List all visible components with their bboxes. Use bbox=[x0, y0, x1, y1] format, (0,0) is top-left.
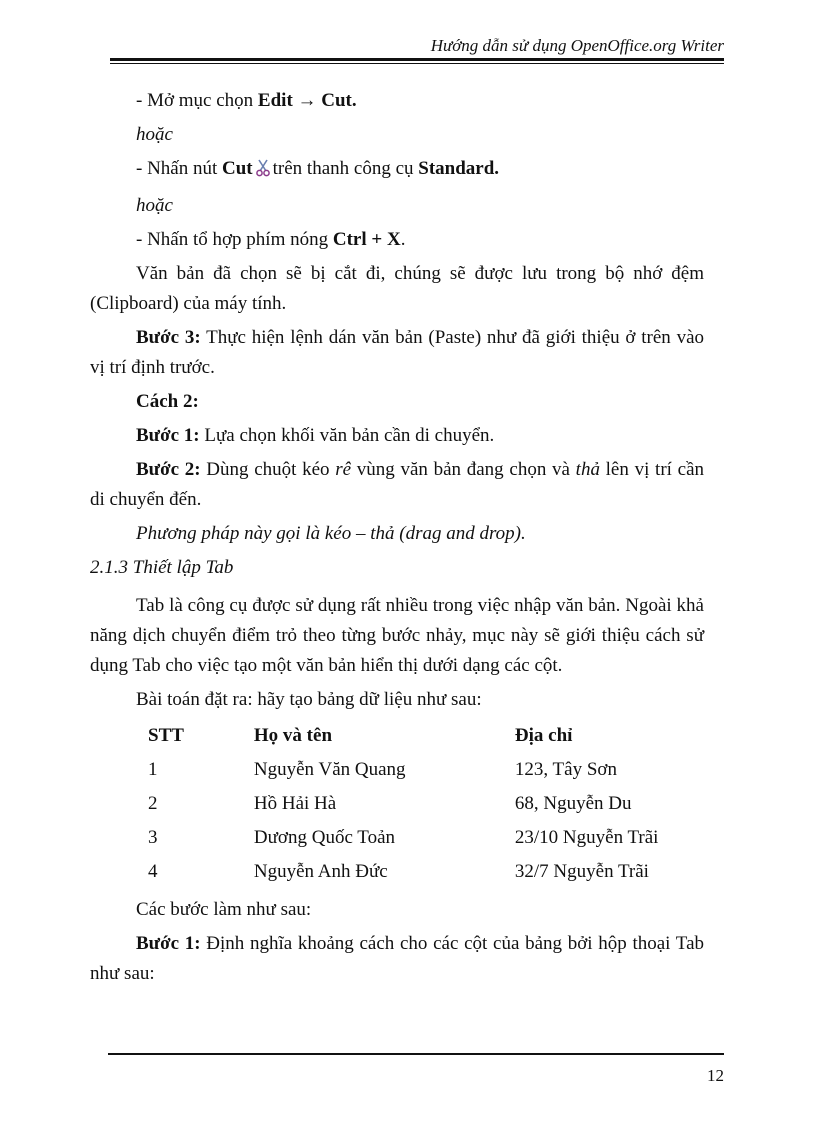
scissors-icon bbox=[255, 157, 271, 187]
table-row: 3 Dương Quốc Toản 23/10 Nguyễn Trãi bbox=[148, 827, 659, 848]
method2-heading: Cách 2: bbox=[136, 391, 199, 412]
paragraph-step2: Bước 2: Dùng chuột kéo rê vùng văn bản đang chọn và thả lên vị trí cần di chuyển đến. bbox=[90, 459, 705, 510]
header-stt: STT bbox=[148, 725, 184, 746]
header-rule bbox=[110, 58, 724, 64]
paragraph-step1-tab: Bước 1: Định nghĩa khoảng cách cho các cột của bảng bởi hộp thoại Tab như sau: bbox=[90, 933, 705, 984]
paragraph-step1: Bước 1: Lựa chọn khối văn bản cần di chuyển. bbox=[136, 425, 495, 446]
header-address: Địa chỉ bbox=[514, 725, 573, 746]
paragraph-problem: Bài toán đặt ra: hãy tạo bảng dữ liệu như sau: bbox=[136, 689, 482, 710]
step-cut-button: - Nhấn nút Cut trên thanh công cụ Standard. bbox=[90, 154, 704, 187]
table-header-row bbox=[148, 719, 704, 753]
section-heading: 2.1.3 Thiết lập Tab bbox=[90, 557, 234, 578]
paragraph-steps: Các bước làm như sau: bbox=[136, 899, 312, 920]
table-row: 2 Hồ Hải Hà 68, Nguyễn Du bbox=[148, 793, 632, 814]
step-edit-cut: - Mở mục chọn Edit → Cut. bbox=[136, 90, 357, 111]
step-shortcut: - Nhấn tổ hợp phím nóng Ctrl + X. bbox=[136, 229, 406, 250]
tab-data-table bbox=[148, 719, 704, 889]
or-text: hoặc bbox=[136, 195, 173, 216]
paragraph-clipboard: Văn bản đã chọn sẽ bị cắt đi, chúng sẽ được lưu trong bộ nhớ đệm (Clipboard) của máy tính. bbox=[90, 263, 704, 314]
header-name: Họ và tên bbox=[253, 725, 333, 746]
table-row: 1 Nguyễn Văn Quang 123, Tây Sơn bbox=[148, 759, 617, 780]
drag-drop-note: Phương pháp này gọi là kéo – thả (drag and drop). bbox=[136, 523, 526, 544]
or-text: hoặc bbox=[136, 124, 173, 145]
running-header: Hướng dẫn sử dụng OpenOffice.org Writer bbox=[430, 36, 724, 55]
table-row: 4 Nguyễn Anh Đức 32/7 Nguyễn Trãi bbox=[148, 861, 649, 882]
paragraph-tab-intro: Tab là công cụ được sử dụng rất nhiều trong việc nhập văn bản. Ngoài khả năng dịch chuyển điểm trỏ theo từng bước nhảy, mục này sẽ giới thiệu cách sử dụng Tab cho việc tạo một văn bản hiển thị dưới dạng các cột. bbox=[90, 595, 704, 676]
paragraph-step3: Bước 3: Thực hiện lệnh dán văn bản (Paste) như đã giới thiệu ở trên vào vị trí định trước. bbox=[90, 327, 705, 378]
footer-rule bbox=[108, 1053, 724, 1055]
page-number: 12 bbox=[707, 1066, 724, 1085]
page-body bbox=[90, 86, 704, 993]
